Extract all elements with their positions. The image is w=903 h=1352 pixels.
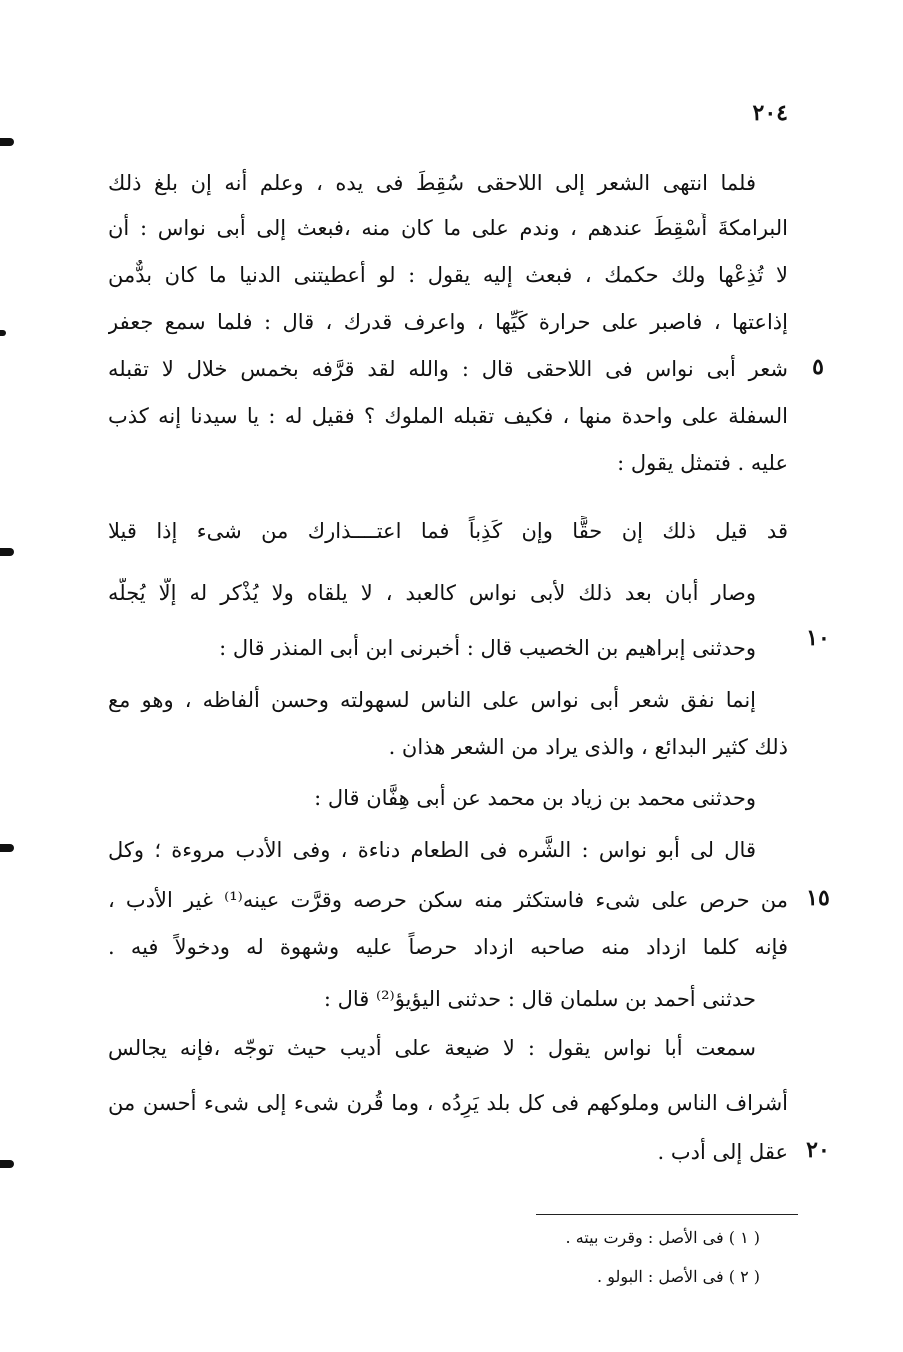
body-line-15: من حرص على شىء فاستكثر منه سكن حرصه وقرَّت عينه⁽¹⁾ غير الأدب ، [108, 888, 788, 912]
footnote-rule [536, 1214, 798, 1215]
body-line-18: سمعت أبا نواس يقول : لا ضيعة على أديب حيث توجّه ،فإنه يجالس [108, 1036, 756, 1060]
line-marker-5: ٥ [812, 354, 824, 380]
body-line-14: قال لى أبو نواس : الشَّره فى الطعام دناءة ، وفى الأدب مروءة ؛ وكل [108, 838, 756, 862]
body-line-2: البرامكةَ أُسْقِطَ عندهم ، وندم على ما كان منه ،فبعث إلى أبى نواس : أن [108, 216, 788, 240]
body-line-19: أشراف الناس وملوكهم فى كل بلد يَرِدُه ، وما قُرن شىء إلى شىء أحسن من [108, 1091, 788, 1115]
scan-edge-mark [0, 138, 14, 146]
body-line-3: لا تُذِعْها ولك حكمك ، فبعث إليه يقول : لو أعطيتنى الدنيا ما كان بدٌّمن [108, 263, 788, 287]
footnote-2: ( ٢ ) فى الأصل : البولو . [597, 1267, 760, 1286]
body-line-6: السفلة على واحدة منها ، فكيف تقبله الملوك ؟ فقيل له : يا سيدنا إنه كذب [108, 404, 788, 428]
scan-edge-mark [0, 330, 6, 336]
scan-edge-mark [0, 844, 14, 852]
body-line-5: شعر أبى نواس فى اللاحقى قال : والله لقد قرَّفه بخمس خلال لا تقبله [108, 357, 788, 381]
body-line-16: فإنه كلما ازداد منه صاحبه ازداد حرصاً عليه وشهوة له ودخولاً فيه . [108, 935, 788, 959]
line-marker-15: ١٥ [806, 885, 830, 911]
footnote-1: ( ١ ) فى الأصل : وقرت بيته . [565, 1228, 760, 1247]
line-marker-20: ٢٠ [806, 1137, 830, 1163]
scan-edge-mark [0, 548, 14, 556]
body-line-4: إذاعتها ، فاصبر على حرارة كَيِّها ، واعرف قدرك ، قال : فلما سمع جعفر [108, 310, 788, 334]
body-line-9: وصار أبان بعد ذلك لأبى نواس كالعبد ، لا يلقاه ولا يُذْكر له إلَّا يُجلّه [108, 581, 756, 605]
body-line-10: وحدثنى إبراهيم بن الخصيب قال : أخبرنى ابن أبى المنذر قال : [219, 636, 756, 660]
body-line-11: إنما نفق شعر أبى نواس على الناس لسهولته وحسن ألفاظه ، وهو مع [108, 688, 756, 712]
scan-edge-mark [0, 1160, 14, 1168]
body-line-12: ذلك كثير البدائع ، والذى يراد من الشعر هذان . [388, 735, 788, 759]
body-line-13: وحدثنى محمد بن زياد بن محمد عن أبى هِفَّان قال : [314, 786, 756, 810]
page-number: ٢٠٤ [752, 100, 788, 126]
line-marker-10: ١٠ [806, 625, 830, 651]
body-line-20: عقل إلى أدب . [657, 1140, 788, 1164]
body-line-1: فلما انتهى الشعر إلى اللاحقى سُقِطَ فى يده ، وعلم أنه إن بلغ ذلك [108, 171, 756, 195]
body-line-7: عليه . فتمثل يقول : [617, 451, 788, 475]
verse-line: قد قيل ذلك إن حقًّا وإن كَذِباً فما اعتــــذارك من شىء إذا قيلا [108, 519, 788, 543]
body-line-17: حدثنى أحمد بن سلمان قال : حدثنى اليؤيؤ⁽²⁾ قال : [323, 987, 756, 1011]
